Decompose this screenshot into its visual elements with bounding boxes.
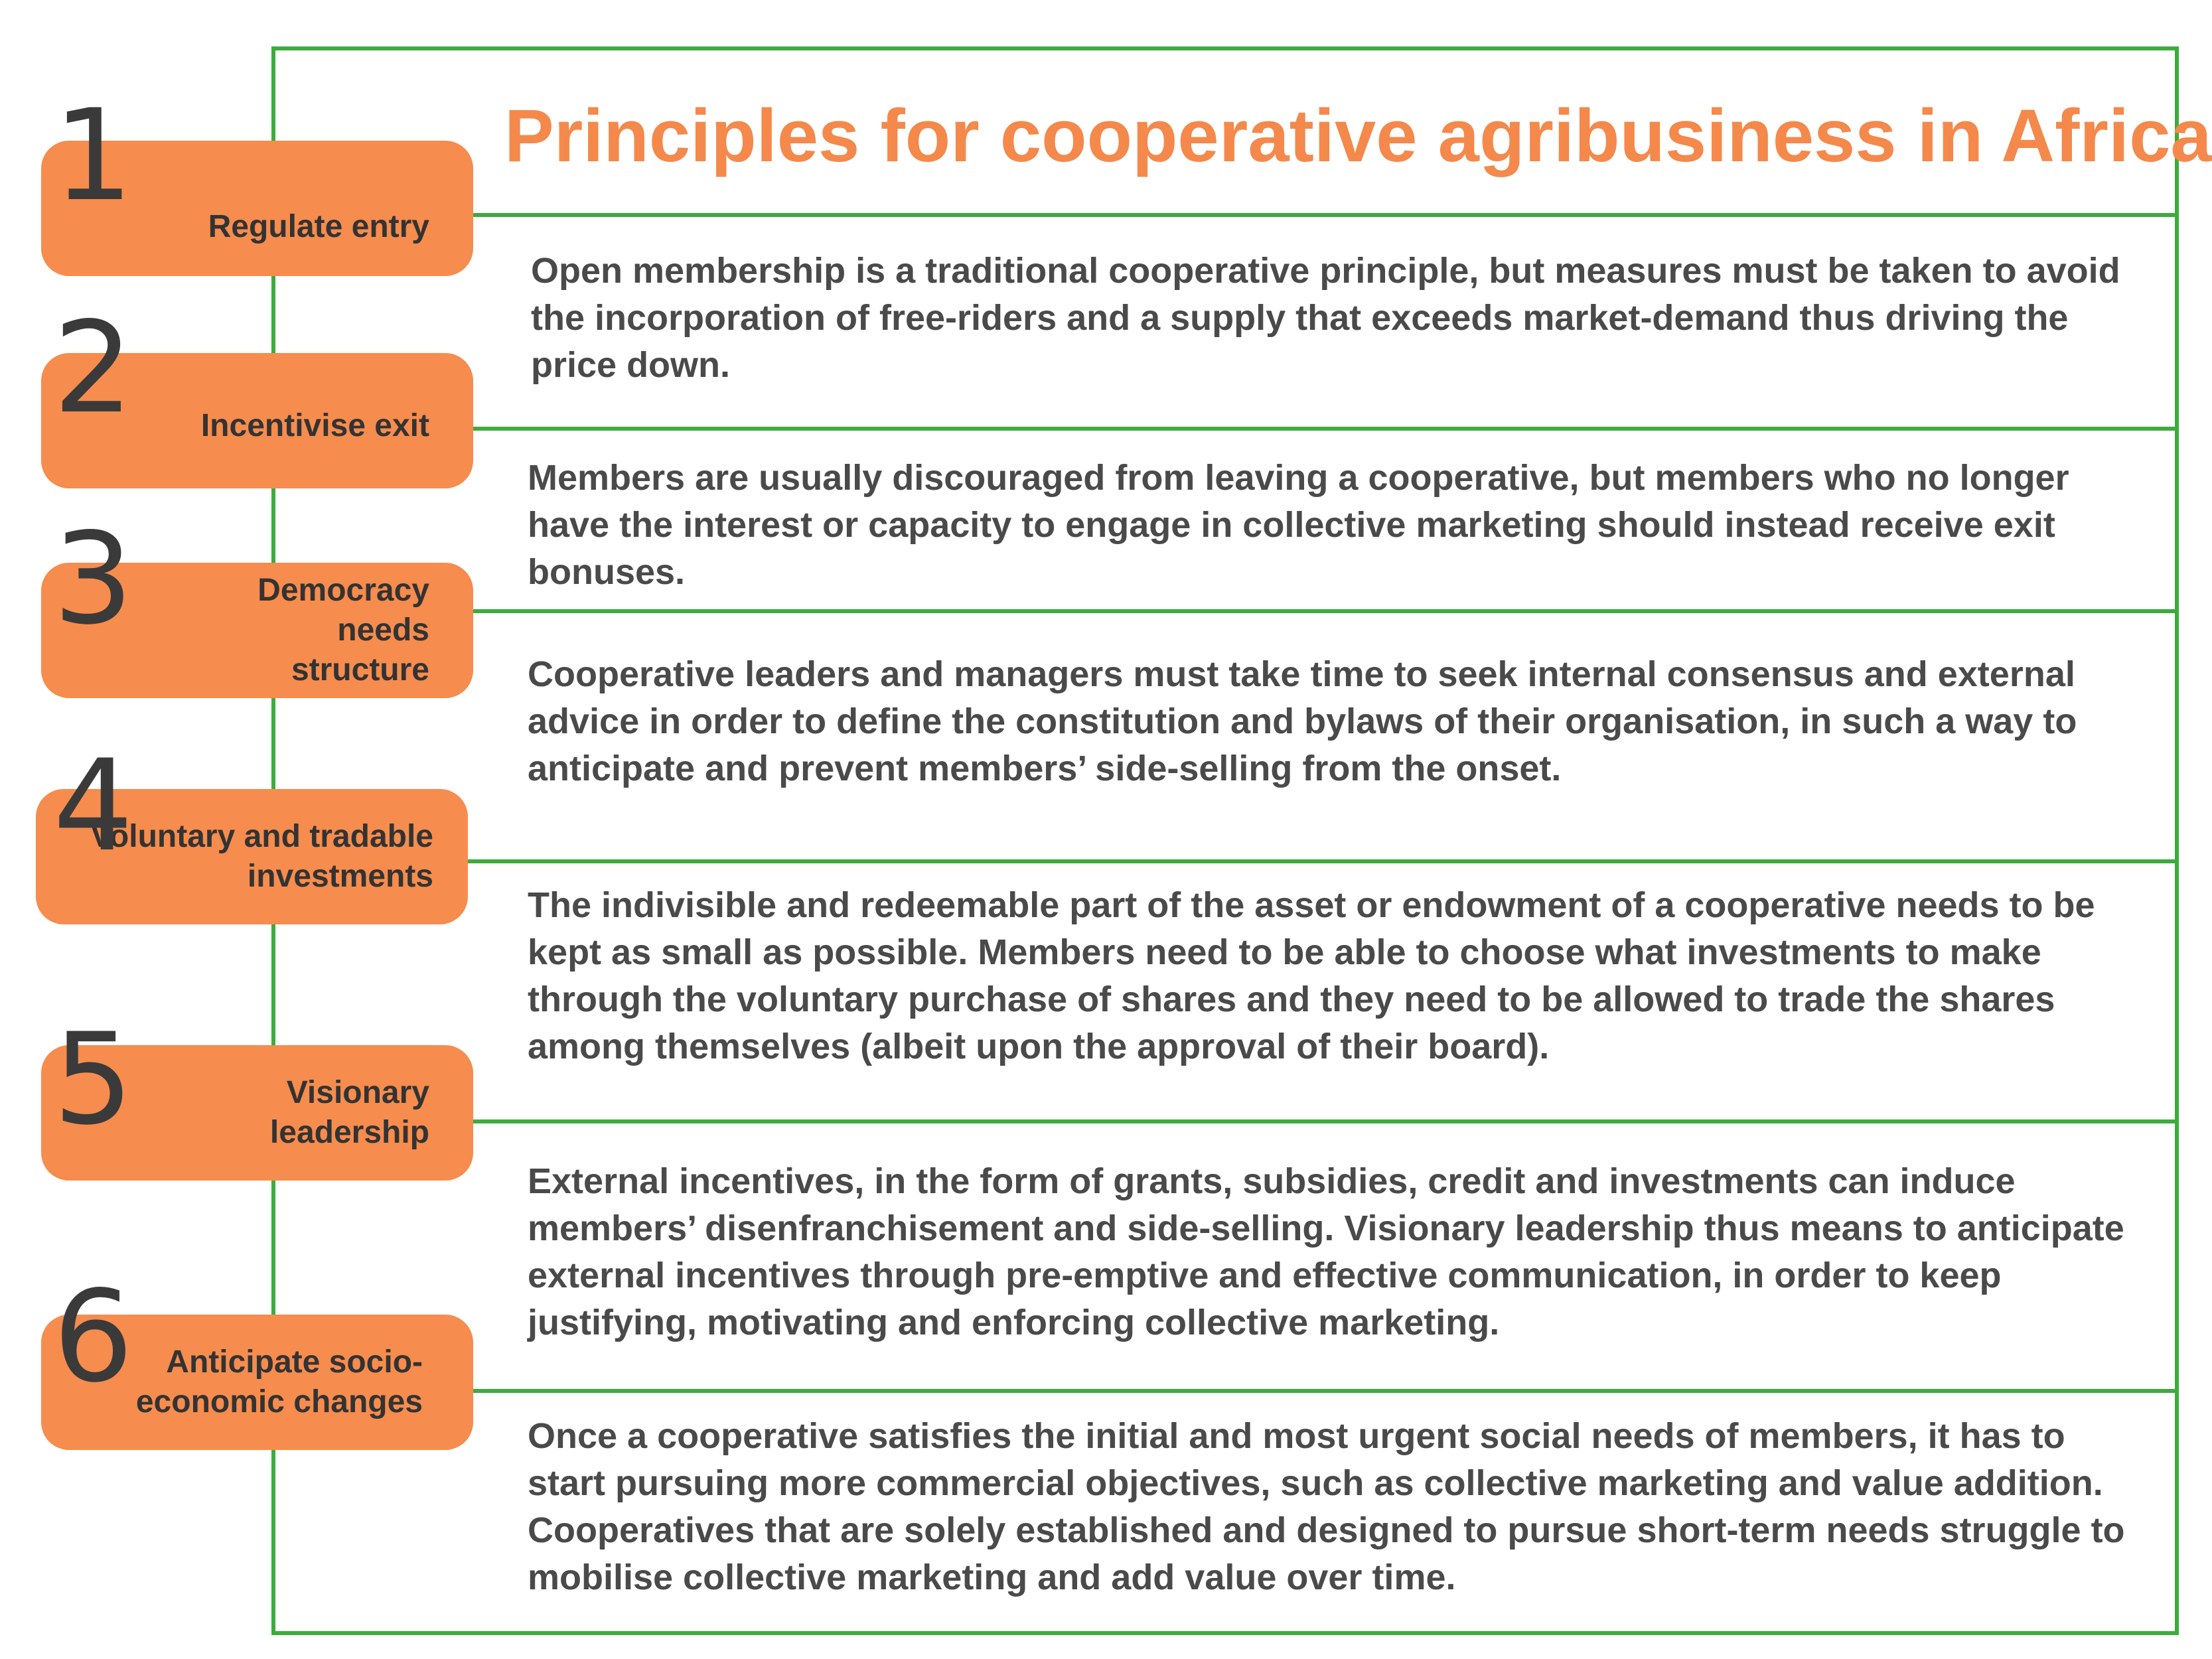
principle-label-6: Anticipate socio-economic changes	[135, 1344, 423, 1419]
principle-label-1: Regulate entry	[208, 209, 429, 244]
principle-number-5: 5	[53, 1006, 133, 1153]
principle-description-5: External incentives, in the form of grants, subsidies, credit and investments can induce members’ disenfranchisement and side-selling. Visionary leadership thus means to anticipate external incentives through pre-emptive and effective communication, in order to keep justifying, motivating and enforcing collective marketing.	[528, 1161, 2124, 1342]
principle-description-1: Open membership is a traditional cooperative principle, but measures must be taken to avoid the incorporation of free-riders and a supply that exceeds market-demand thus driving the price down.	[531, 251, 2120, 385]
principle-number-4: 4	[53, 733, 133, 879]
separator-line	[465, 859, 2177, 863]
principle-number-3: 3	[53, 506, 133, 652]
separator-line	[465, 213, 2177, 217]
separator-line	[465, 1119, 2177, 1123]
principle-label-2: Incentivise exit	[200, 408, 429, 443]
page-title: Principles for cooperative agribusiness in Africa	[504, 94, 2212, 177]
principle-description-4: The indivisible and redeemable part of the asset or endowment of a cooperative needs to be kept as small as possible. Members need to be able to choose what investments to make through the voluntary purchase of shares and they need to be allowed to trade the shares among themselves (albeit upon the approval of their board).	[528, 885, 2095, 1066]
principle-label-3: Democracy needs structure	[258, 573, 429, 687]
separator-line	[465, 1389, 2177, 1393]
principle-number-1: 1	[53, 82, 133, 229]
principle-description-3: Cooperative leaders and managers must take time to seek internal consensus and external advice in order to define the constitution and bylaws of their organisation, in such a way to anticipate and prevent members’ side-selling from the onset.	[528, 654, 2077, 788]
separator-line	[465, 609, 2177, 613]
principle-description-2: Members are usually discouraged from leaving a cooperative, but members who no longer have the interest or capacity to engage in collective marketing should instead receive exit bonuses.	[528, 458, 2069, 592]
separator-line	[465, 427, 2177, 431]
principle-number-2: 2	[53, 295, 133, 441]
principle-label-5: Visionary leadership	[269, 1075, 429, 1150]
principle-number-6: 6	[53, 1263, 133, 1410]
principle-label-4: Voluntary and tradable investments	[90, 819, 433, 894]
principle-description-6: Once a cooperative satisfies the initial and most urgent social needs of members, it has to start pursuing more commercial objectives, such as collective marketing and value addition. Cooperatives that are solely established and designed to pursue short-term needs struggle to mobilise collective marketing and add value over time.	[528, 1416, 2125, 1597]
